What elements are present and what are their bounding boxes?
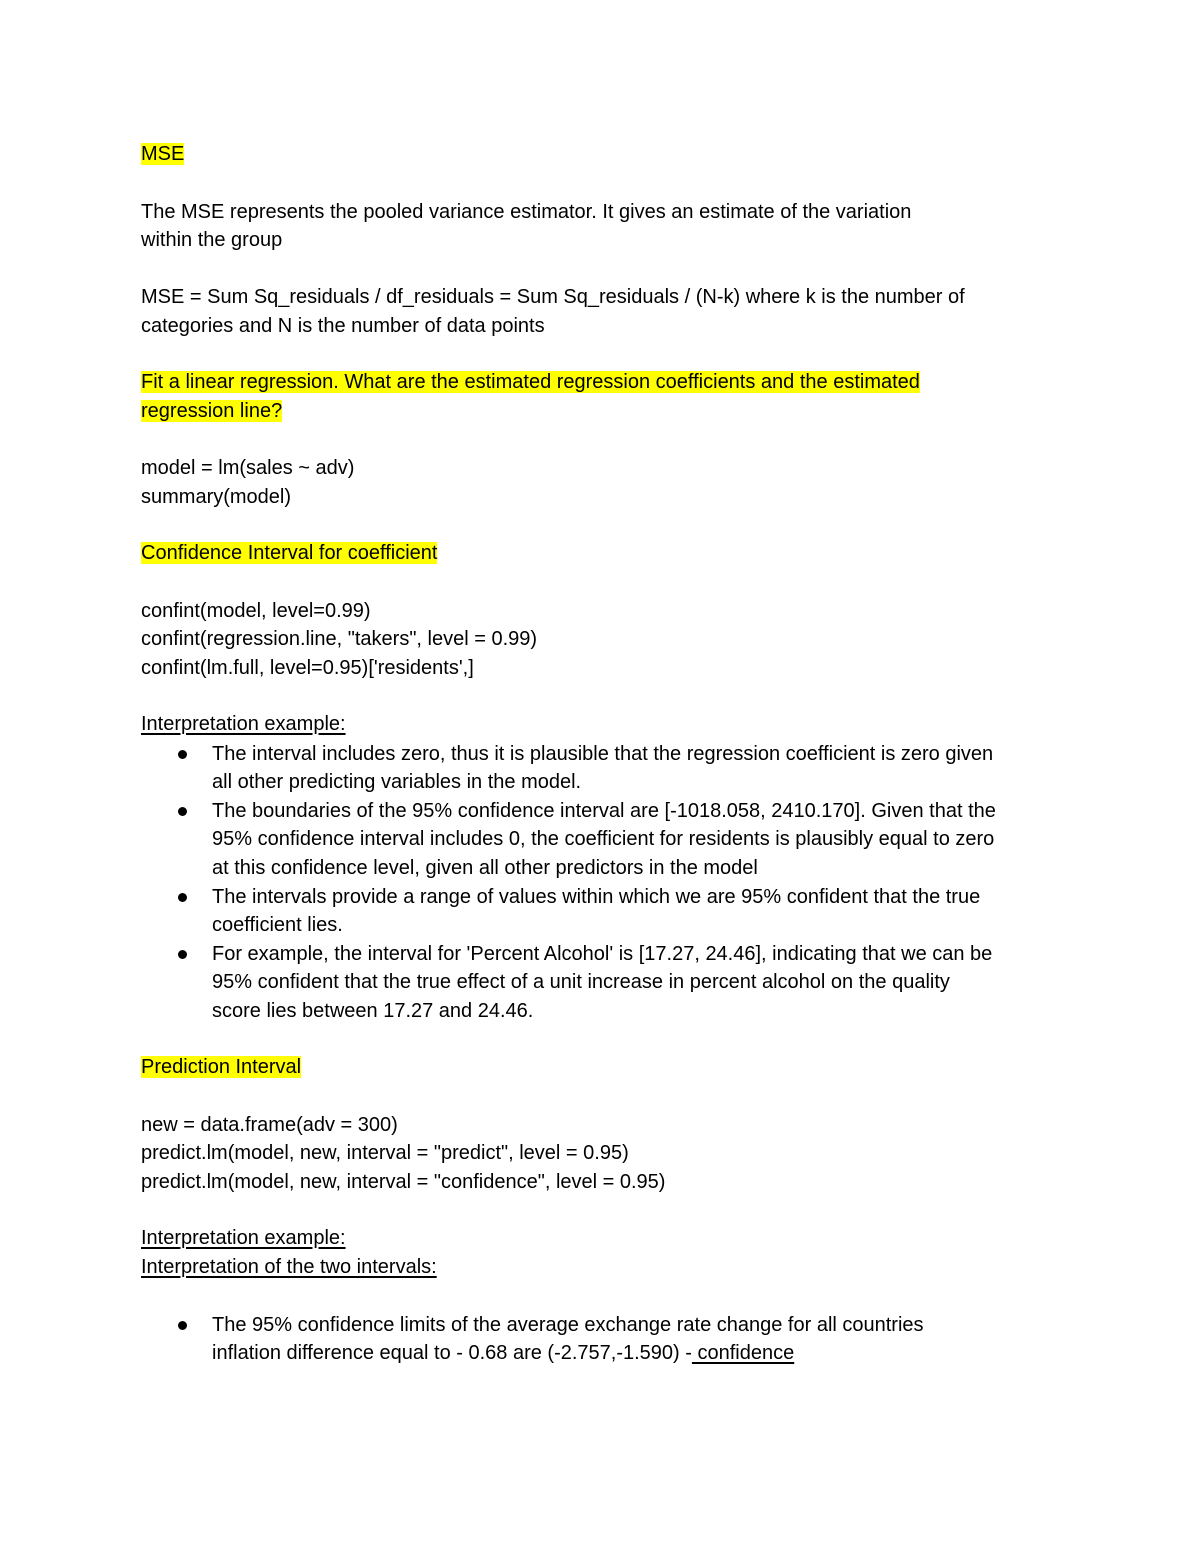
confidence-heading [141, 539, 437, 567]
mse-heading-text: MSE [141, 143, 185, 165]
mse-description-line-1: The MSE represents the pooled variance estimator. It gives an estimate of the variation [141, 201, 912, 223]
mse-description-line-2: within the group [141, 229, 283, 251]
regression-question-line-2 [141, 397, 282, 425]
confint-code-line-3: confint(lm.full, level=0.95)['residents',] [141, 657, 474, 679]
prediction-heading-text: Prediction Interval [141, 1056, 302, 1078]
confidence-bullet-4-line-2: 95% confident that the true effect of a unit increase in percent alcohol on the quality [212, 971, 950, 993]
prediction-code-line-2: predict.lm(model, new, interval = "predict", level = 0.95) [141, 1142, 629, 1164]
mse-formula-line-2: categories and N is the number of data points [141, 315, 545, 337]
confidence-bullet-4-line-1: For example, the interval for 'Percent Alcohol' is [17.27, 24.46], indicating that we can be [212, 943, 993, 965]
prediction-code-line-1: new = data.frame(adv = 300) [141, 1114, 398, 1136]
prediction-interpretation-label [141, 1224, 346, 1252]
confidence-bullet-2-line-2: 95% confidence interval includes 0, the coefficient for residents is plausibly equal to zero [212, 828, 995, 850]
bullet-icon [178, 807, 187, 816]
confidence-underlined-text: confidence [691, 1342, 795, 1364]
regression-question-text-1: Fit a linear regression. What are the estimated regression coefficients and the estimated [141, 371, 920, 393]
prediction-code-line-3: predict.lm(model, new, interval = "confidence", level = 0.95) [141, 1171, 666, 1193]
prediction-bullet-1-line-1: The 95% confidence limits of the average exchange rate change for all countries [212, 1314, 924, 1336]
bullet-icon [178, 950, 187, 959]
confidence-bullet-1-line-1: The interval includes zero, thus it is plausible that the regression coefficient is zero given [212, 743, 994, 765]
regression-question-line-1 [141, 368, 920, 396]
prediction-two-intervals-label-text: Interpretation of the two intervals: [141, 1256, 437, 1278]
confidence-heading-text: Confidence Interval for coefficient [141, 542, 438, 564]
confidence-interpretation-label [141, 710, 346, 738]
confidence-bullet-4-line-3: score lies between 17.27 and 24.46. [212, 1000, 534, 1022]
confidence-bullet-3-line-2: coefficient lies. [212, 914, 343, 936]
prediction-bullet-1-line-2 [212, 1339, 794, 1367]
confidence-bullet-2-line-1: The boundaries of the 95% confidence interval are [-1018.058, 2410.170]. Given that the [212, 800, 996, 822]
regression-code-line-2: summary(model) [141, 486, 292, 508]
bullet-icon [178, 1321, 187, 1330]
confidence-bullet-2-line-3: at this confidence level, given all other predictors in the model [212, 857, 758, 879]
prediction-bullet-1-line-2-text: inflation difference equal to - 0.68 are (-2.757,-1.590) - [212, 1342, 692, 1364]
regression-question-text-2: regression line? [141, 400, 283, 422]
confidence-bullet-1-line-2: all other predicting variables in the model. [212, 771, 582, 793]
confidence-bullet-3-line-1: The intervals provide a range of values within which we are 95% confident that the true [212, 886, 981, 908]
confint-code-line-1: confint(model, level=0.99) [141, 600, 371, 622]
confint-code-line-2: confint(regression.line, "takers", level = 0.99) [141, 628, 538, 650]
prediction-two-intervals-label [141, 1253, 437, 1281]
confidence-interpretation-label-text: Interpretation example: [141, 713, 346, 735]
bullet-icon [178, 750, 187, 759]
mse-heading [141, 140, 184, 168]
bullet-icon [178, 893, 187, 902]
regression-code-line-1: model = lm(sales ~ adv) [141, 457, 355, 479]
prediction-interpretation-label-text: Interpretation example: [141, 1227, 346, 1249]
prediction-heading [141, 1053, 301, 1081]
mse-formula-line-1: MSE = Sum Sq_residuals / df_residuals = Sum Sq_residuals / (N-k) where k is the number of [141, 286, 965, 308]
